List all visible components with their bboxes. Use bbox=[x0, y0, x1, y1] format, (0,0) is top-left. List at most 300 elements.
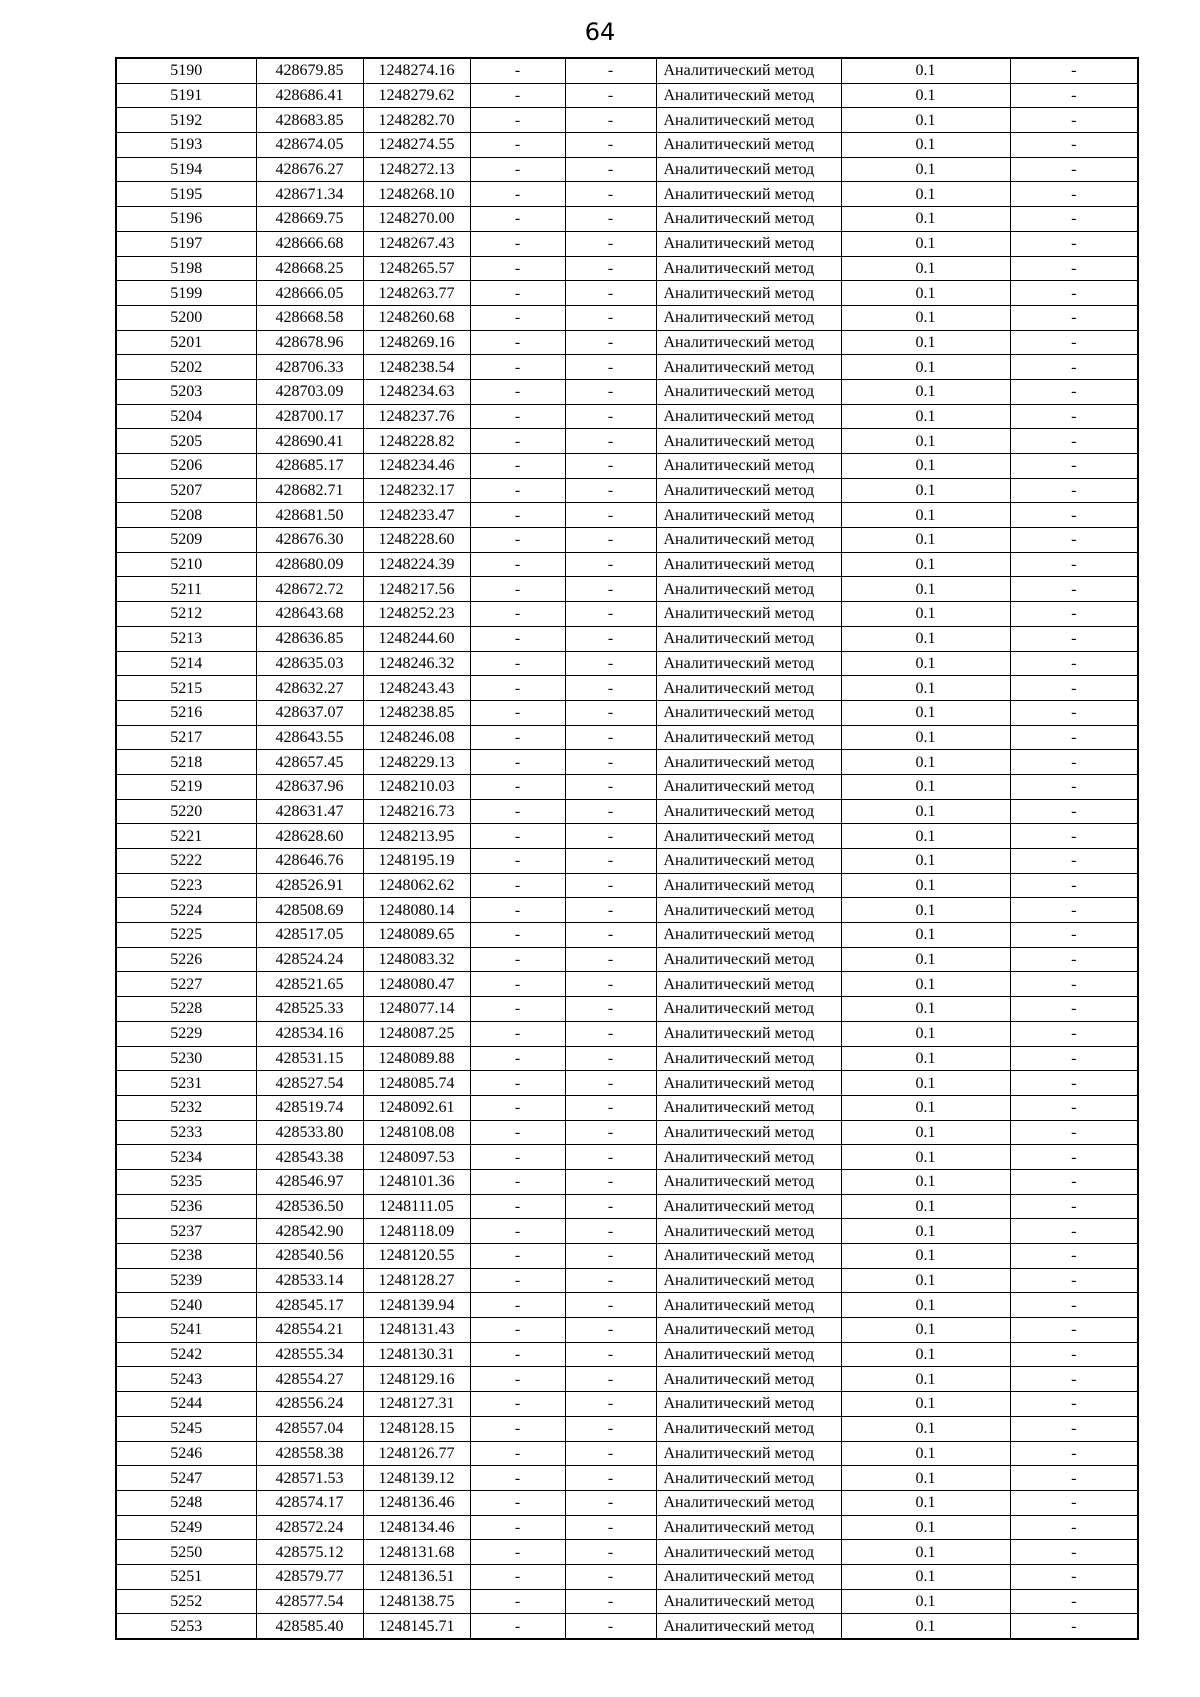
dash-cell: - bbox=[565, 1515, 656, 1540]
dash-cell: - bbox=[1010, 1318, 1138, 1343]
x-coordinate-cell: 428666.68 bbox=[256, 231, 363, 256]
point-number-cell: 5214 bbox=[116, 651, 256, 676]
dash-cell: - bbox=[1010, 83, 1138, 108]
accuracy-cell: 0.1 bbox=[841, 799, 1010, 824]
dash-cell: - bbox=[470, 873, 565, 898]
accuracy-cell: 0.1 bbox=[841, 1441, 1010, 1466]
dash-cell: - bbox=[470, 700, 565, 725]
dash-cell: - bbox=[1010, 1490, 1138, 1515]
coordinates-table bbox=[115, 57, 1139, 1640]
dash-cell: - bbox=[470, 429, 565, 454]
table-row bbox=[116, 873, 1138, 898]
dash-cell: - bbox=[1010, 1392, 1138, 1417]
dash-cell: - bbox=[470, 281, 565, 306]
dash-cell: - bbox=[470, 1145, 565, 1170]
point-number-cell: 5242 bbox=[116, 1342, 256, 1367]
dash-cell: - bbox=[565, 1071, 656, 1096]
y-coordinate-cell: 1248229.13 bbox=[363, 750, 470, 775]
point-number-cell: 5223 bbox=[116, 873, 256, 898]
accuracy-cell: 0.1 bbox=[841, 108, 1010, 133]
dash-cell: - bbox=[565, 231, 656, 256]
x-coordinate-cell: 428517.05 bbox=[256, 923, 363, 948]
y-coordinate-cell: 1248077.14 bbox=[363, 997, 470, 1022]
dash-cell: - bbox=[470, 231, 565, 256]
point-number-cell: 5199 bbox=[116, 281, 256, 306]
dash-cell: - bbox=[1010, 1342, 1138, 1367]
x-coordinate-cell: 428519.74 bbox=[256, 1095, 363, 1120]
x-coordinate-cell: 428554.21 bbox=[256, 1318, 363, 1343]
dash-cell: - bbox=[470, 478, 565, 503]
dash-cell: - bbox=[565, 1564, 656, 1589]
method-cell: Аналитический метод bbox=[656, 1095, 841, 1120]
x-coordinate-cell: 428554.27 bbox=[256, 1367, 363, 1392]
x-coordinate-cell: 428536.50 bbox=[256, 1194, 363, 1219]
table-row bbox=[116, 923, 1138, 948]
y-coordinate-cell: 1248111.05 bbox=[363, 1194, 470, 1219]
table-row bbox=[116, 626, 1138, 651]
method-cell: Аналитический метод bbox=[656, 1441, 841, 1466]
y-coordinate-cell: 1248272.13 bbox=[363, 157, 470, 182]
dash-cell: - bbox=[470, 1589, 565, 1614]
y-coordinate-cell: 1248210.03 bbox=[363, 774, 470, 799]
method-cell: Аналитический метод bbox=[656, 1120, 841, 1145]
table-row bbox=[116, 1046, 1138, 1071]
y-coordinate-cell: 1248228.82 bbox=[363, 429, 470, 454]
accuracy-cell: 0.1 bbox=[841, 577, 1010, 602]
dash-cell: - bbox=[1010, 1515, 1138, 1540]
method-cell: Аналитический метод bbox=[656, 997, 841, 1022]
x-coordinate-cell: 428676.27 bbox=[256, 157, 363, 182]
point-number-cell: 5222 bbox=[116, 849, 256, 874]
table-row bbox=[116, 1367, 1138, 1392]
x-coordinate-cell: 428635.03 bbox=[256, 651, 363, 676]
dash-cell: - bbox=[470, 626, 565, 651]
point-number-cell: 5252 bbox=[116, 1589, 256, 1614]
y-coordinate-cell: 1248127.31 bbox=[363, 1392, 470, 1417]
point-number-cell: 5208 bbox=[116, 503, 256, 528]
y-coordinate-cell: 1248224.39 bbox=[363, 552, 470, 577]
dash-cell: - bbox=[470, 799, 565, 824]
x-coordinate-cell: 428643.68 bbox=[256, 602, 363, 627]
point-number-cell: 5250 bbox=[116, 1540, 256, 1565]
table-row bbox=[116, 577, 1138, 602]
method-cell: Аналитический метод bbox=[656, 528, 841, 553]
dash-cell: - bbox=[565, 898, 656, 923]
y-coordinate-cell: 1248126.77 bbox=[363, 1441, 470, 1466]
dash-cell: - bbox=[1010, 923, 1138, 948]
dash-cell: - bbox=[1010, 577, 1138, 602]
point-number-cell: 5239 bbox=[116, 1268, 256, 1293]
dash-cell: - bbox=[565, 58, 656, 83]
dash-cell: - bbox=[565, 947, 656, 972]
y-coordinate-cell: 1248274.16 bbox=[363, 58, 470, 83]
table-row bbox=[116, 454, 1138, 479]
point-number-cell: 5240 bbox=[116, 1293, 256, 1318]
y-coordinate-cell: 1248085.74 bbox=[363, 1071, 470, 1096]
dash-cell: - bbox=[1010, 1219, 1138, 1244]
dash-cell: - bbox=[565, 355, 656, 380]
accuracy-cell: 0.1 bbox=[841, 1244, 1010, 1269]
y-coordinate-cell: 1248136.46 bbox=[363, 1490, 470, 1515]
dash-cell: - bbox=[1010, 1268, 1138, 1293]
x-coordinate-cell: 428579.77 bbox=[256, 1564, 363, 1589]
point-number-cell: 5216 bbox=[116, 700, 256, 725]
accuracy-cell: 0.1 bbox=[841, 972, 1010, 997]
y-coordinate-cell: 1248234.46 bbox=[363, 454, 470, 479]
dash-cell: - bbox=[1010, 1416, 1138, 1441]
table-row bbox=[116, 305, 1138, 330]
dash-cell: - bbox=[1010, 1244, 1138, 1269]
dash-cell: - bbox=[565, 1441, 656, 1466]
point-number-cell: 5249 bbox=[116, 1515, 256, 1540]
x-coordinate-cell: 428531.15 bbox=[256, 1046, 363, 1071]
accuracy-cell: 0.1 bbox=[841, 355, 1010, 380]
accuracy-cell: 0.1 bbox=[841, 58, 1010, 83]
point-number-cell: 5203 bbox=[116, 379, 256, 404]
dash-cell: - bbox=[565, 429, 656, 454]
point-number-cell: 5247 bbox=[116, 1466, 256, 1491]
accuracy-cell: 0.1 bbox=[841, 528, 1010, 553]
dash-cell: - bbox=[470, 947, 565, 972]
dash-cell: - bbox=[565, 305, 656, 330]
x-coordinate-cell: 428678.96 bbox=[256, 330, 363, 355]
method-cell: Аналитический метод bbox=[656, 626, 841, 651]
table-row bbox=[116, 379, 1138, 404]
dash-cell: - bbox=[470, 503, 565, 528]
y-coordinate-cell: 1248243.43 bbox=[363, 676, 470, 701]
dash-cell: - bbox=[565, 1342, 656, 1367]
dash-cell: - bbox=[565, 1244, 656, 1269]
dash-cell: - bbox=[470, 1367, 565, 1392]
accuracy-cell: 0.1 bbox=[841, 404, 1010, 429]
accuracy-cell: 0.1 bbox=[841, 133, 1010, 158]
table-row bbox=[116, 1614, 1138, 1639]
dash-cell: - bbox=[1010, 552, 1138, 577]
table-row bbox=[116, 1194, 1138, 1219]
dash-cell: - bbox=[565, 83, 656, 108]
dash-cell: - bbox=[1010, 1564, 1138, 1589]
y-coordinate-cell: 1248101.36 bbox=[363, 1169, 470, 1194]
method-cell: Аналитический метод bbox=[656, 1169, 841, 1194]
dash-cell: - bbox=[1010, 725, 1138, 750]
dash-cell: - bbox=[470, 552, 565, 577]
method-cell: Аналитический метод bbox=[656, 1416, 841, 1441]
dash-cell: - bbox=[565, 1268, 656, 1293]
accuracy-cell: 0.1 bbox=[841, 873, 1010, 898]
dash-cell: - bbox=[470, 676, 565, 701]
point-number-cell: 5235 bbox=[116, 1169, 256, 1194]
dash-cell: - bbox=[1010, 231, 1138, 256]
dash-cell: - bbox=[565, 824, 656, 849]
table-row bbox=[116, 750, 1138, 775]
x-coordinate-cell: 428555.34 bbox=[256, 1342, 363, 1367]
method-cell: Аналитический метод bbox=[656, 1194, 841, 1219]
point-number-cell: 5228 bbox=[116, 997, 256, 1022]
x-coordinate-cell: 428527.54 bbox=[256, 1071, 363, 1096]
x-coordinate-cell: 428674.05 bbox=[256, 133, 363, 158]
y-coordinate-cell: 1248216.73 bbox=[363, 799, 470, 824]
x-coordinate-cell: 428526.91 bbox=[256, 873, 363, 898]
method-cell: Аналитический метод bbox=[656, 873, 841, 898]
accuracy-cell: 0.1 bbox=[841, 305, 1010, 330]
dash-cell: - bbox=[565, 379, 656, 404]
dash-cell: - bbox=[1010, 330, 1138, 355]
y-coordinate-cell: 1248263.77 bbox=[363, 281, 470, 306]
point-number-cell: 5194 bbox=[116, 157, 256, 182]
dash-cell: - bbox=[565, 1194, 656, 1219]
x-coordinate-cell: 428690.41 bbox=[256, 429, 363, 454]
dash-cell: - bbox=[565, 1589, 656, 1614]
method-cell: Аналитический метод bbox=[656, 1145, 841, 1170]
method-cell: Аналитический метод bbox=[656, 1071, 841, 1096]
point-number-cell: 5221 bbox=[116, 824, 256, 849]
accuracy-cell: 0.1 bbox=[841, 454, 1010, 479]
dash-cell: - bbox=[565, 873, 656, 898]
table-row bbox=[116, 231, 1138, 256]
dash-cell: - bbox=[565, 1318, 656, 1343]
y-coordinate-cell: 1248217.56 bbox=[363, 577, 470, 602]
dash-cell: - bbox=[1010, 1071, 1138, 1096]
table-row bbox=[116, 182, 1138, 207]
method-cell: Аналитический метод bbox=[656, 1392, 841, 1417]
y-coordinate-cell: 1248097.53 bbox=[363, 1145, 470, 1170]
table-row bbox=[116, 1145, 1138, 1170]
point-number-cell: 5219 bbox=[116, 774, 256, 799]
dash-cell: - bbox=[1010, 58, 1138, 83]
method-cell: Аналитический метод bbox=[656, 1367, 841, 1392]
method-cell: Аналитический метод bbox=[656, 552, 841, 577]
accuracy-cell: 0.1 bbox=[841, 898, 1010, 923]
accuracy-cell: 0.1 bbox=[841, 651, 1010, 676]
dash-cell: - bbox=[470, 972, 565, 997]
y-coordinate-cell: 1248279.62 bbox=[363, 83, 470, 108]
accuracy-cell: 0.1 bbox=[841, 1342, 1010, 1367]
dash-cell: - bbox=[565, 725, 656, 750]
accuracy-cell: 0.1 bbox=[841, 1169, 1010, 1194]
accuracy-cell: 0.1 bbox=[841, 824, 1010, 849]
dash-cell: - bbox=[1010, 898, 1138, 923]
method-cell: Аналитический метод bbox=[656, 972, 841, 997]
table-row bbox=[116, 700, 1138, 725]
method-cell: Аналитический метод bbox=[656, 478, 841, 503]
table-row bbox=[116, 1268, 1138, 1293]
method-cell: Аналитический метод bbox=[656, 83, 841, 108]
x-coordinate-cell: 428574.17 bbox=[256, 1490, 363, 1515]
table-row bbox=[116, 157, 1138, 182]
x-coordinate-cell: 428533.14 bbox=[256, 1268, 363, 1293]
x-coordinate-cell: 428571.53 bbox=[256, 1466, 363, 1491]
y-coordinate-cell: 1248213.95 bbox=[363, 824, 470, 849]
dash-cell: - bbox=[565, 799, 656, 824]
x-coordinate-cell: 428671.34 bbox=[256, 182, 363, 207]
x-coordinate-cell: 428628.60 bbox=[256, 824, 363, 849]
x-coordinate-cell: 428703.09 bbox=[256, 379, 363, 404]
dash-cell: - bbox=[470, 1194, 565, 1219]
dash-cell: - bbox=[470, 849, 565, 874]
x-coordinate-cell: 428681.50 bbox=[256, 503, 363, 528]
dash-cell: - bbox=[565, 1219, 656, 1244]
y-coordinate-cell: 1248128.27 bbox=[363, 1268, 470, 1293]
table-row bbox=[116, 108, 1138, 133]
dash-cell: - bbox=[565, 528, 656, 553]
x-coordinate-cell: 428533.80 bbox=[256, 1120, 363, 1145]
table-row bbox=[116, 1120, 1138, 1145]
point-number-cell: 5215 bbox=[116, 676, 256, 701]
point-number-cell: 5209 bbox=[116, 528, 256, 553]
dash-cell: - bbox=[470, 1564, 565, 1589]
point-number-cell: 5241 bbox=[116, 1318, 256, 1343]
y-coordinate-cell: 1248139.12 bbox=[363, 1466, 470, 1491]
dash-cell: - bbox=[470, 1095, 565, 1120]
method-cell: Аналитический метод bbox=[656, 330, 841, 355]
method-cell: Аналитический метод bbox=[656, 231, 841, 256]
dash-cell: - bbox=[1010, 602, 1138, 627]
accuracy-cell: 0.1 bbox=[841, 1120, 1010, 1145]
dash-cell: - bbox=[470, 1416, 565, 1441]
dash-cell: - bbox=[470, 58, 565, 83]
table-row bbox=[116, 972, 1138, 997]
dash-cell: - bbox=[470, 305, 565, 330]
point-number-cell: 5251 bbox=[116, 1564, 256, 1589]
y-coordinate-cell: 1248087.25 bbox=[363, 1021, 470, 1046]
x-coordinate-cell: 428542.90 bbox=[256, 1219, 363, 1244]
dash-cell: - bbox=[565, 626, 656, 651]
accuracy-cell: 0.1 bbox=[841, 1540, 1010, 1565]
dash-cell: - bbox=[565, 1293, 656, 1318]
dash-cell: - bbox=[470, 1120, 565, 1145]
x-coordinate-cell: 428534.16 bbox=[256, 1021, 363, 1046]
accuracy-cell: 0.1 bbox=[841, 750, 1010, 775]
dash-cell: - bbox=[470, 379, 565, 404]
method-cell: Аналитический метод bbox=[656, 750, 841, 775]
dash-cell: - bbox=[1010, 1095, 1138, 1120]
accuracy-cell: 0.1 bbox=[841, 1392, 1010, 1417]
method-cell: Аналитический метод bbox=[656, 1564, 841, 1589]
dash-cell: - bbox=[565, 133, 656, 158]
x-coordinate-cell: 428685.17 bbox=[256, 454, 363, 479]
dash-cell: - bbox=[470, 1614, 565, 1639]
page-number: 64 bbox=[584, 18, 616, 46]
accuracy-cell: 0.1 bbox=[841, 1293, 1010, 1318]
table-row bbox=[116, 330, 1138, 355]
accuracy-cell: 0.1 bbox=[841, 725, 1010, 750]
dash-cell: - bbox=[1010, 626, 1138, 651]
dash-cell: - bbox=[1010, 157, 1138, 182]
dash-cell: - bbox=[1010, 355, 1138, 380]
point-number-cell: 5191 bbox=[116, 83, 256, 108]
x-coordinate-cell: 428558.38 bbox=[256, 1441, 363, 1466]
point-number-cell: 5218 bbox=[116, 750, 256, 775]
point-number-cell: 5244 bbox=[116, 1392, 256, 1417]
dash-cell: - bbox=[1010, 799, 1138, 824]
dash-cell: - bbox=[1010, 774, 1138, 799]
accuracy-cell: 0.1 bbox=[841, 330, 1010, 355]
y-coordinate-cell: 1248260.68 bbox=[363, 305, 470, 330]
dash-cell: - bbox=[470, 750, 565, 775]
dash-cell: - bbox=[565, 182, 656, 207]
dash-cell: - bbox=[1010, 429, 1138, 454]
table-row bbox=[116, 1342, 1138, 1367]
dash-cell: - bbox=[565, 454, 656, 479]
y-coordinate-cell: 1248238.85 bbox=[363, 700, 470, 725]
method-cell: Аналитический метод bbox=[656, 1614, 841, 1639]
accuracy-cell: 0.1 bbox=[841, 1071, 1010, 1096]
table-row bbox=[116, 1441, 1138, 1466]
dash-cell: - bbox=[470, 577, 565, 602]
method-cell: Аналитический метод bbox=[656, 157, 841, 182]
dash-cell: - bbox=[1010, 750, 1138, 775]
x-coordinate-cell: 428637.07 bbox=[256, 700, 363, 725]
dash-cell: - bbox=[565, 700, 656, 725]
point-number-cell: 5202 bbox=[116, 355, 256, 380]
x-coordinate-cell: 428540.56 bbox=[256, 1244, 363, 1269]
table-row bbox=[116, 429, 1138, 454]
x-coordinate-cell: 428521.65 bbox=[256, 972, 363, 997]
x-coordinate-cell: 428632.27 bbox=[256, 676, 363, 701]
table-row bbox=[116, 58, 1138, 83]
point-number-cell: 5232 bbox=[116, 1095, 256, 1120]
accuracy-cell: 0.1 bbox=[841, 1490, 1010, 1515]
y-coordinate-cell: 1248138.75 bbox=[363, 1589, 470, 1614]
point-number-cell: 5198 bbox=[116, 256, 256, 281]
point-number-cell: 5220 bbox=[116, 799, 256, 824]
method-cell: Аналитический метод bbox=[656, 404, 841, 429]
accuracy-cell: 0.1 bbox=[841, 1515, 1010, 1540]
x-coordinate-cell: 428545.17 bbox=[256, 1293, 363, 1318]
dash-cell: - bbox=[470, 1219, 565, 1244]
accuracy-cell: 0.1 bbox=[841, 997, 1010, 1022]
method-cell: Аналитический метод bbox=[656, 355, 841, 380]
method-cell: Аналитический метод bbox=[656, 676, 841, 701]
point-number-cell: 5200 bbox=[116, 305, 256, 330]
accuracy-cell: 0.1 bbox=[841, 207, 1010, 232]
y-coordinate-cell: 1248108.08 bbox=[363, 1120, 470, 1145]
x-coordinate-cell: 428546.97 bbox=[256, 1169, 363, 1194]
method-cell: Аналитический метод bbox=[656, 923, 841, 948]
dash-cell: - bbox=[1010, 379, 1138, 404]
accuracy-cell: 0.1 bbox=[841, 157, 1010, 182]
dash-cell: - bbox=[1010, 849, 1138, 874]
method-cell: Аналитический метод bbox=[656, 503, 841, 528]
accuracy-cell: 0.1 bbox=[841, 379, 1010, 404]
dash-cell: - bbox=[1010, 207, 1138, 232]
dash-cell: - bbox=[1010, 1614, 1138, 1639]
y-coordinate-cell: 1248246.08 bbox=[363, 725, 470, 750]
x-coordinate-cell: 428657.45 bbox=[256, 750, 363, 775]
point-number-cell: 5245 bbox=[116, 1416, 256, 1441]
method-cell: Аналитический метод bbox=[656, 256, 841, 281]
dash-cell: - bbox=[470, 182, 565, 207]
y-coordinate-cell: 1248134.46 bbox=[363, 1515, 470, 1540]
table-row bbox=[116, 1416, 1138, 1441]
point-number-cell: 5196 bbox=[116, 207, 256, 232]
dash-cell: - bbox=[1010, 1441, 1138, 1466]
dash-cell: - bbox=[470, 207, 565, 232]
dash-cell: - bbox=[1010, 281, 1138, 306]
dash-cell: - bbox=[565, 1095, 656, 1120]
accuracy-cell: 0.1 bbox=[841, 231, 1010, 256]
dash-cell: - bbox=[470, 923, 565, 948]
dash-cell: - bbox=[1010, 528, 1138, 553]
x-coordinate-cell: 428680.09 bbox=[256, 552, 363, 577]
point-number-cell: 5197 bbox=[116, 231, 256, 256]
point-number-cell: 5237 bbox=[116, 1219, 256, 1244]
point-number-cell: 5212 bbox=[116, 602, 256, 627]
y-coordinate-cell: 1248282.70 bbox=[363, 108, 470, 133]
accuracy-cell: 0.1 bbox=[841, 1614, 1010, 1639]
dash-cell: - bbox=[1010, 873, 1138, 898]
x-coordinate-cell: 428524.24 bbox=[256, 947, 363, 972]
